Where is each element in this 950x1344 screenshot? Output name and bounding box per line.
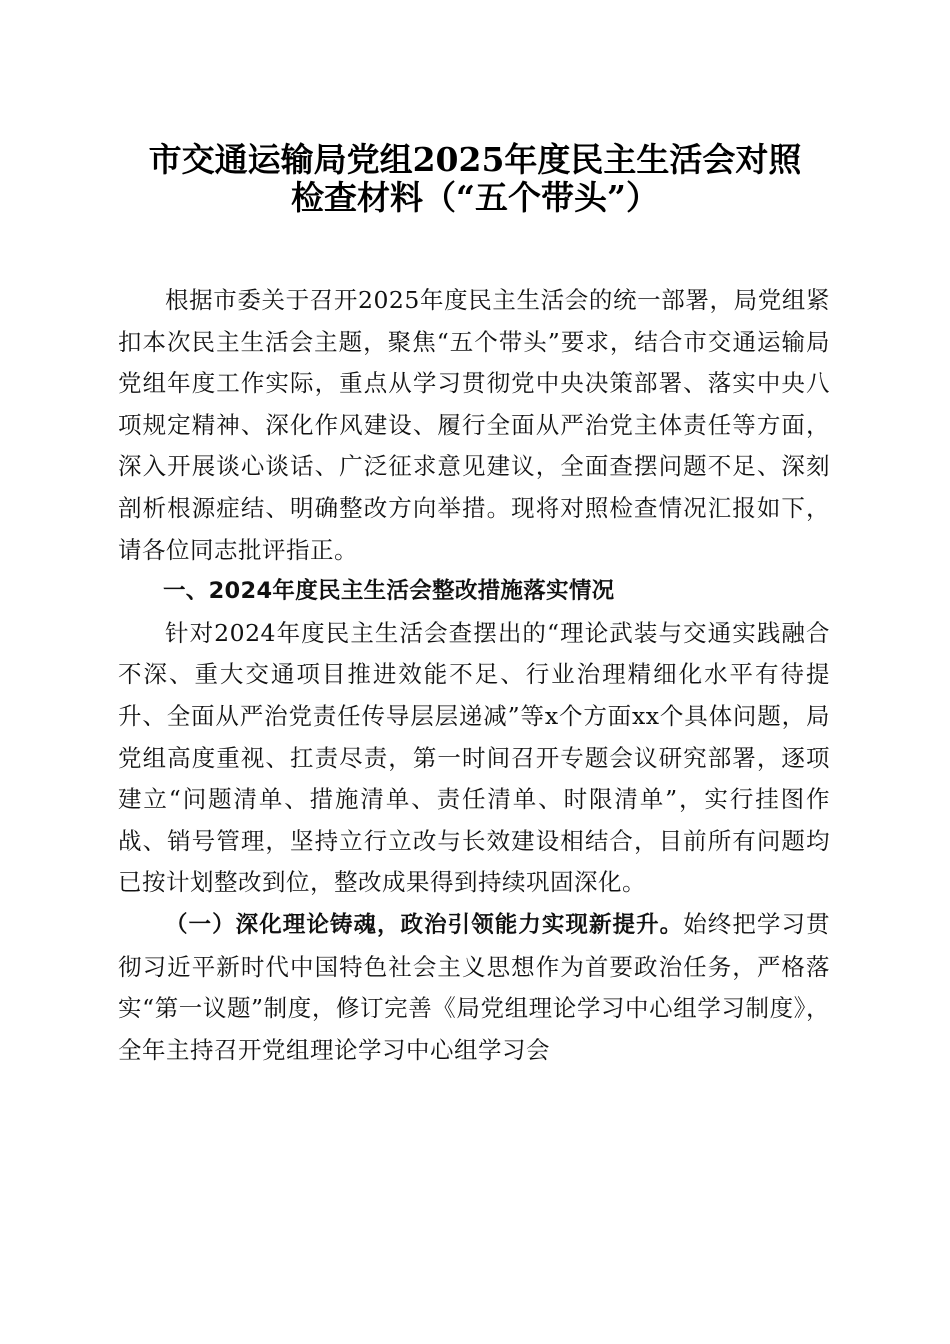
subsection-1-body: 始终把学习贯彻习近平新时代中国特色社会主义思想作为首要政治任务，严格落实“第一议题”制度，修订完善《局党组理论学习中心组学习制度》，全年主持召开党组理论学习中心组学习会	[118, 909, 830, 1064]
section-1-paragraph: 针对2024年度民主生活会查摆出的“理论武装与交通实践融合不深、重大交通项目推进效能不足、行业治理精细化水平有待提升、全面从严治党责任传导层层递减”等x个方面xx个具体问题，局党组高度重视、扛责尽责，第一时间召开专题会议研究部署，逐项建立“问题清单、措施清单、责任清单、时限清单”，实行挂图作战、销号管理，坚持立行立改与长效建设相结合，目前所有问题均已按计划整改到位，整改成果得到持续巩固深化。	[118, 618, 830, 897]
document-title-line-1: 市交通运输局党组2025年度民主生活会对照	[148, 140, 802, 179]
subsection-1-paragraph	[118, 904, 830, 1071]
section-1-heading: 一、2024年度民主生活会整改措施落实情况	[163, 578, 615, 605]
document-body	[118, 280, 830, 1071]
intro-paragraph: 根据市委关于召开2025年度民主生活会的统一部署，局党组紧扣本次民主生活会主题，聚焦“五个带头”要求，结合市交通运输局党组年度工作实际，重点从学习贯彻党中央决策部署、落实中央八项规定精神、深化作风建设、履行全面从严治党主体责任等方面，深入开展谈心谈话、广泛征求意见建议，全面查摆问题不足、深刻剖析根源症结、明确整改方向举措。现将对照检查情况汇报如下，请各位同志批评指正。	[118, 286, 830, 564]
subsection-1-lead: （一）深化理论铸魂，政治引领能力实现新提升。	[165, 911, 684, 938]
document-title-line-2: 检查材料（“五个带头”）	[291, 178, 659, 217]
